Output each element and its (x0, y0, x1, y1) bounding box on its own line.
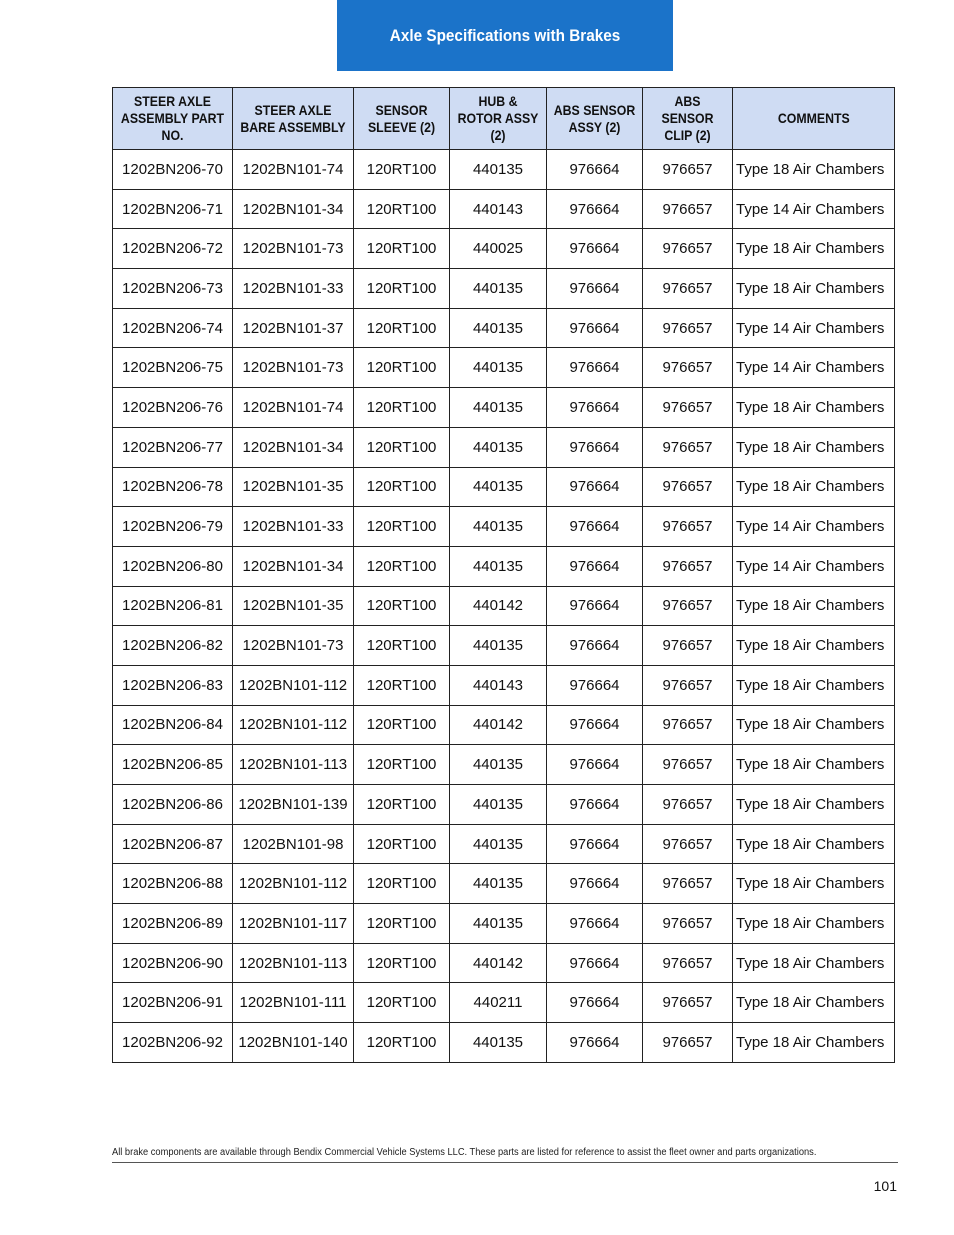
table-cell: 976657 (643, 665, 733, 705)
table-cell: 1202BN101-74 (233, 388, 354, 428)
table-row (113, 308, 895, 348)
table-cell: 1202BN101-33 (233, 269, 354, 309)
table-cell: Type 18 Air Chambers (733, 586, 895, 626)
table-cell: 440135 (450, 904, 547, 944)
table-row (113, 348, 895, 388)
table-cell: 120RT100 (354, 348, 450, 388)
table-cell: 1202BN206-92 (113, 1023, 233, 1063)
table-cell: 1202BN206-90 (113, 943, 233, 983)
table-cell: 440135 (450, 785, 547, 825)
table-cell: Type 18 Air Chambers (733, 864, 895, 904)
table-cell: Type 18 Air Chambers (733, 785, 895, 825)
table-cell: Type 18 Air Chambers (733, 824, 895, 864)
table-row (113, 150, 895, 190)
table-cell: 440142 (450, 705, 547, 745)
table-cell: 1202BN206-79 (113, 507, 233, 547)
table-cell: 1202BN101-113 (233, 943, 354, 983)
table-cell: 976664 (547, 785, 643, 825)
table-cell: 976657 (643, 189, 733, 229)
table-cell: 120RT100 (354, 745, 450, 785)
table-row (113, 229, 895, 269)
table-cell: Type 18 Air Chambers (733, 983, 895, 1023)
table-row (113, 269, 895, 309)
table-cell: 440135 (450, 150, 547, 190)
table-cell: 976657 (643, 388, 733, 428)
table-cell: 976657 (643, 904, 733, 944)
table-cell: 120RT100 (354, 546, 450, 586)
header-sensor-sleeve: SENSOR SLEEVE (2) (354, 88, 450, 150)
table-cell: 120RT100 (354, 665, 450, 705)
table-cell: 1202BN101-74 (233, 150, 354, 190)
table-cell: Type 18 Air Chambers (733, 745, 895, 785)
table-cell: 976657 (643, 824, 733, 864)
table-row (113, 864, 895, 904)
table-cell: 976664 (547, 308, 643, 348)
table-cell: 120RT100 (354, 705, 450, 745)
table-cell: 976657 (643, 348, 733, 388)
table-cell: 976657 (643, 745, 733, 785)
table-cell: 976664 (547, 943, 643, 983)
table-cell: 440135 (450, 388, 547, 428)
table-cell: Type 18 Air Chambers (733, 427, 895, 467)
table-cell: 1202BN206-77 (113, 427, 233, 467)
header-steer-axle-part-no: STEER AXLE ASSEMBLY PART NO. (113, 88, 233, 150)
table-row (113, 705, 895, 745)
table-cell: 120RT100 (354, 626, 450, 666)
table-cell: Type 18 Air Chambers (733, 626, 895, 666)
table-cell: 976664 (547, 269, 643, 309)
table-cell: 976664 (547, 824, 643, 864)
table-cell: 1202BN101-117 (233, 904, 354, 944)
table-cell: 120RT100 (354, 943, 450, 983)
table-row (113, 189, 895, 229)
table-cell: 1202BN101-73 (233, 348, 354, 388)
section-banner (337, 0, 673, 71)
table-cell: 1202BN101-139 (233, 785, 354, 825)
table-cell: 120RT100 (354, 904, 450, 944)
table-cell: 440143 (450, 665, 547, 705)
table-cell: 120RT100 (354, 864, 450, 904)
table-cell: 1202BN101-73 (233, 229, 354, 269)
table-cell: 120RT100 (354, 189, 450, 229)
table-cell: 1202BN206-78 (113, 467, 233, 507)
table-cell: 1202BN101-33 (233, 507, 354, 547)
table-cell: 976657 (643, 705, 733, 745)
table-cell: 976664 (547, 705, 643, 745)
table-row (113, 904, 895, 944)
table-cell: 120RT100 (354, 1023, 450, 1063)
table-cell: 120RT100 (354, 586, 450, 626)
table-cell: 976657 (643, 785, 733, 825)
table-row (113, 507, 895, 547)
table-cell: 976664 (547, 150, 643, 190)
footnote: All brake components are available through Bendix Commercial Vehicle Systems LLC. These parts are listed for reference to assist the fleet owner and parts organizations. (112, 1147, 817, 1158)
table-row (113, 983, 895, 1023)
table-cell: Type 14 Air Chambers (733, 507, 895, 547)
table-cell: 976664 (547, 546, 643, 586)
table-cell: 1202BN206-80 (113, 546, 233, 586)
table-cell: 976664 (547, 189, 643, 229)
table-row (113, 824, 895, 864)
table-cell: 976664 (547, 665, 643, 705)
table-cell: 976664 (547, 427, 643, 467)
table-cell: 440135 (450, 507, 547, 547)
table-cell: 1202BN101-35 (233, 467, 354, 507)
table-cell: Type 14 Air Chambers (733, 308, 895, 348)
table-cell: 440211 (450, 983, 547, 1023)
table-row (113, 626, 895, 666)
table-row (113, 586, 895, 626)
table-cell: 1202BN101-37 (233, 308, 354, 348)
table-cell: 976664 (547, 229, 643, 269)
table-cell: 976657 (643, 586, 733, 626)
table-cell: 976657 (643, 1023, 733, 1063)
banner-title: Axle Specifications with Brakes (389, 25, 621, 45)
table-cell: 976657 (643, 467, 733, 507)
table-cell: Type 18 Air Chambers (733, 705, 895, 745)
table-cell: 1202BN206-91 (113, 983, 233, 1023)
table-cell: 440135 (450, 1023, 547, 1063)
table-cell: 440135 (450, 745, 547, 785)
table-cell: 440135 (450, 824, 547, 864)
table-cell: Type 18 Air Chambers (733, 943, 895, 983)
footer-divider (112, 1162, 898, 1163)
table-cell: 1202BN206-89 (113, 904, 233, 944)
table-cell: Type 18 Air Chambers (733, 388, 895, 428)
table-row (113, 665, 895, 705)
table-cell: 440142 (450, 943, 547, 983)
table-cell: 976664 (547, 983, 643, 1023)
table-cell: 976664 (547, 626, 643, 666)
table-cell: 120RT100 (354, 507, 450, 547)
table-cell: Type 14 Air Chambers (733, 189, 895, 229)
table-cell: 440135 (450, 467, 547, 507)
table-cell: 1202BN206-83 (113, 665, 233, 705)
table-cell: 120RT100 (354, 308, 450, 348)
table-cell: 976664 (547, 745, 643, 785)
table-cell: 1202BN206-84 (113, 705, 233, 745)
table-cell: 976657 (643, 269, 733, 309)
table-cell: 976657 (643, 150, 733, 190)
table-cell: Type 18 Air Chambers (733, 665, 895, 705)
table-cell: 440142 (450, 586, 547, 626)
axle-spec-table (112, 87, 895, 1063)
page-number: 101 (873, 1178, 897, 1194)
table-cell: 120RT100 (354, 269, 450, 309)
table-cell: 440143 (450, 189, 547, 229)
table-cell: Type 14 Air Chambers (733, 546, 895, 586)
table-cell: 1202BN101-34 (233, 546, 354, 586)
table-cell: 976657 (643, 943, 733, 983)
table-cell: 1202BN101-35 (233, 586, 354, 626)
table-cell: Type 18 Air Chambers (733, 150, 895, 190)
table-cell: 1202BN101-73 (233, 626, 354, 666)
table-cell: 440135 (450, 269, 547, 309)
table-cell: 440135 (450, 546, 547, 586)
table-cell: 976664 (547, 586, 643, 626)
table-cell: 1202BN101-112 (233, 665, 354, 705)
table-cell: 1202BN206-70 (113, 150, 233, 190)
table-cell: 1202BN206-74 (113, 308, 233, 348)
table-row (113, 427, 895, 467)
header-comments: COMMENTS (733, 88, 895, 150)
table-row (113, 943, 895, 983)
table-cell: 976664 (547, 904, 643, 944)
table-cell: Type 18 Air Chambers (733, 1023, 895, 1063)
table-cell: 440135 (450, 348, 547, 388)
table-cell: 1202BN101-34 (233, 427, 354, 467)
table-cell: 1202BN206-72 (113, 229, 233, 269)
table-cell: Type 18 Air Chambers (733, 229, 895, 269)
header-abs-sensor-assy: ABS SENSOR ASSY (2) (547, 88, 643, 150)
table-cell: Type 18 Air Chambers (733, 269, 895, 309)
table-cell: 976664 (547, 348, 643, 388)
table-cell: 1202BN101-140 (233, 1023, 354, 1063)
table-cell: 440135 (450, 864, 547, 904)
table-cell: 440135 (450, 626, 547, 666)
table-row (113, 546, 895, 586)
table-cell: 976657 (643, 546, 733, 586)
table-cell: 976657 (643, 626, 733, 666)
table-cell: 976664 (547, 507, 643, 547)
table-cell: 1202BN101-34 (233, 189, 354, 229)
table-cell: 1202BN206-85 (113, 745, 233, 785)
table-cell: 1202BN206-87 (113, 824, 233, 864)
table-cell: 976657 (643, 983, 733, 1023)
table-cell: 1202BN101-112 (233, 705, 354, 745)
table-cell: 976664 (547, 864, 643, 904)
table-row (113, 1023, 895, 1063)
table-cell: 1202BN206-81 (113, 586, 233, 626)
table-cell: 1202BN206-88 (113, 864, 233, 904)
table-cell: 1202BN101-112 (233, 864, 354, 904)
table-cell: 976657 (643, 229, 733, 269)
table-cell: 1202BN101-111 (233, 983, 354, 1023)
table-cell: 976664 (547, 388, 643, 428)
table-cell: 120RT100 (354, 785, 450, 825)
table-cell: 120RT100 (354, 229, 450, 269)
table-cell: 976664 (547, 1023, 643, 1063)
table-cell: 976657 (643, 864, 733, 904)
table-cell: 440135 (450, 427, 547, 467)
table-row (113, 745, 895, 785)
table-cell: 440135 (450, 308, 547, 348)
table-cell: 120RT100 (354, 150, 450, 190)
table-header-row (113, 88, 895, 150)
table-cell: 1202BN101-113 (233, 745, 354, 785)
table-cell: 976657 (643, 507, 733, 547)
table-cell: Type 18 Air Chambers (733, 467, 895, 507)
table-cell: 1202BN206-73 (113, 269, 233, 309)
table-cell: 976664 (547, 467, 643, 507)
table-row (113, 467, 895, 507)
table-cell: 1202BN206-75 (113, 348, 233, 388)
table-cell: 120RT100 (354, 388, 450, 428)
table-cell: 1202BN101-98 (233, 824, 354, 864)
table-cell: 1202BN206-71 (113, 189, 233, 229)
table-cell: 1202BN206-86 (113, 785, 233, 825)
header-steer-axle-bare: STEER AXLE BARE ASSEMBLY (233, 88, 354, 150)
table-cell: 976657 (643, 308, 733, 348)
table-cell: Type 14 Air Chambers (733, 348, 895, 388)
table-cell: 120RT100 (354, 983, 450, 1023)
table-cell: Type 18 Air Chambers (733, 904, 895, 944)
table-cell: 1202BN206-76 (113, 388, 233, 428)
table-row (113, 388, 895, 428)
table-cell: 120RT100 (354, 467, 450, 507)
table-cell: 976657 (643, 427, 733, 467)
table-cell: 120RT100 (354, 824, 450, 864)
table-cell: 440025 (450, 229, 547, 269)
table-cell: 1202BN206-82 (113, 626, 233, 666)
header-abs-sensor-clip: ABS SENSOR CLIP (2) (643, 88, 733, 150)
header-hub-rotor: HUB & ROTOR ASSY (2) (450, 88, 547, 150)
table-row (113, 785, 895, 825)
table-cell: 120RT100 (354, 427, 450, 467)
